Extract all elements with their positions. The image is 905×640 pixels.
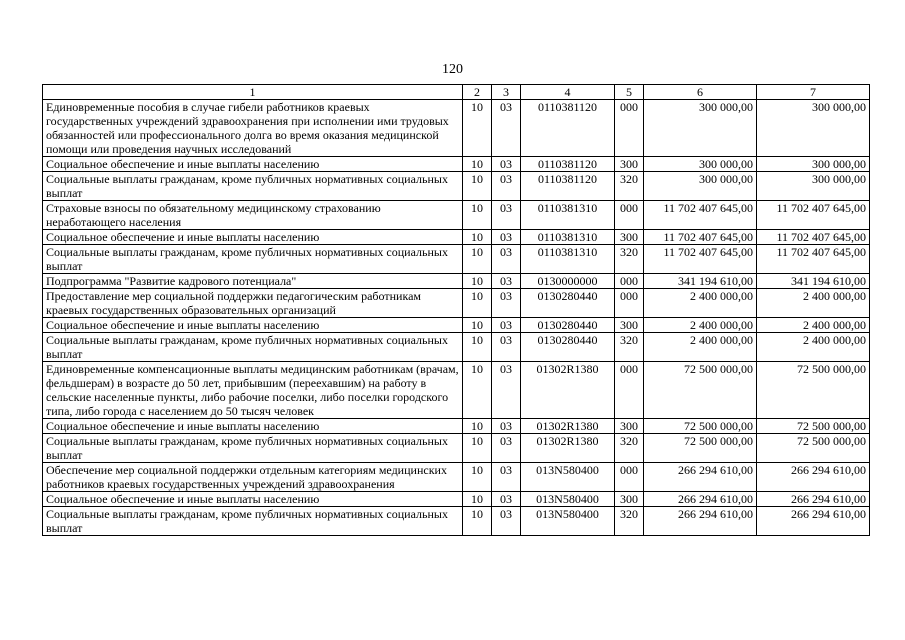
amount-col7: 266 294 610,00 bbox=[757, 507, 870, 536]
row-name: Социальное обеспечение и иные выплаты населению bbox=[43, 419, 463, 434]
amount-col6: 341 194 610,00 bbox=[644, 274, 757, 289]
row-name: Социальное обеспечение и иные выплаты населению bbox=[43, 157, 463, 172]
row-name: Страховые взносы по обязательному медицинскому страхованию неработающего населения bbox=[43, 201, 463, 230]
expense-type-code: 300 bbox=[615, 318, 644, 333]
expense-type-code: 300 bbox=[615, 492, 644, 507]
amount-col7: 266 294 610,00 bbox=[757, 463, 870, 492]
table-row bbox=[43, 318, 870, 333]
section-code: 10 bbox=[463, 463, 492, 492]
amount-col7: 72 500 000,00 bbox=[757, 419, 870, 434]
table-row bbox=[43, 492, 870, 507]
page-number: 120 bbox=[442, 62, 463, 77]
table-row bbox=[43, 201, 870, 230]
section-code: 10 bbox=[463, 318, 492, 333]
section-code: 10 bbox=[463, 172, 492, 201]
amount-col6: 266 294 610,00 bbox=[644, 507, 757, 536]
subsection-code: 03 bbox=[492, 157, 521, 172]
expense-type-code: 000 bbox=[615, 100, 644, 157]
section-code: 10 bbox=[463, 245, 492, 274]
subsection-code: 03 bbox=[492, 100, 521, 157]
target-article-code: 0110381120 bbox=[521, 172, 615, 201]
target-article-code: 0130000000 bbox=[521, 274, 615, 289]
amount-col6: 2 400 000,00 bbox=[644, 333, 757, 362]
subsection-code: 03 bbox=[492, 201, 521, 230]
amount-col7: 2 400 000,00 bbox=[757, 318, 870, 333]
amount-col6: 11 702 407 645,00 bbox=[644, 245, 757, 274]
target-article-code: 0130280440 bbox=[521, 289, 615, 318]
column-header: 3 bbox=[492, 85, 521, 100]
target-article-code: 0110381120 bbox=[521, 157, 615, 172]
expense-type-code: 320 bbox=[615, 434, 644, 463]
row-name: Подпрограмма "Развитие кадрового потенциала" bbox=[43, 274, 463, 289]
section-code: 10 bbox=[463, 157, 492, 172]
subsection-code: 03 bbox=[492, 333, 521, 362]
section-code: 10 bbox=[463, 362, 492, 419]
expense-type-code: 000 bbox=[615, 274, 644, 289]
table-row bbox=[43, 434, 870, 463]
amount-col6: 2 400 000,00 bbox=[644, 289, 757, 318]
expense-type-code: 320 bbox=[615, 507, 644, 536]
table-row bbox=[43, 245, 870, 274]
subsection-code: 03 bbox=[492, 362, 521, 419]
row-name: Обеспечение мер социальной поддержки отдельным категориям медицинских работников краевых государственных учреждений здравоохранения bbox=[43, 463, 463, 492]
amount-col7: 2 400 000,00 bbox=[757, 333, 870, 362]
amount-col7: 300 000,00 bbox=[757, 172, 870, 201]
row-name: Единовременные пособия в случае гибели работников краевых государственных учреждений здравоохранения при исполнении ими трудовых обязанностей или профессионального долга во время оказания медицинской помощи или проведения научных исследований bbox=[43, 100, 463, 157]
expense-type-code: 000 bbox=[615, 201, 644, 230]
table-row bbox=[43, 100, 870, 157]
subsection-code: 03 bbox=[492, 492, 521, 507]
table-header-row bbox=[43, 85, 870, 100]
row-name: Социальные выплаты гражданам, кроме публичных нормативных социальных выплат bbox=[43, 434, 463, 463]
row-name: Социальные выплаты гражданам, кроме публичных нормативных социальных выплат bbox=[43, 507, 463, 536]
row-name: Единовременные компенсационные выплаты медицинским работникам (врачам, фельдшерам) в возрасте до 50 лет, прибывшим (переехавшим) на работу в сельские населенные пункты, либо рабочие поселки, либо поселки городского типа, либо города с населением до 50 тысяч человек bbox=[43, 362, 463, 419]
target-article-code: 01302R1380 bbox=[521, 362, 615, 419]
amount-col7: 341 194 610,00 bbox=[757, 274, 870, 289]
amount-col7: 300 000,00 bbox=[757, 157, 870, 172]
target-article-code: 01302R1380 bbox=[521, 434, 615, 463]
amount-col7: 2 400 000,00 bbox=[757, 289, 870, 318]
target-article-code: 0110381120 bbox=[521, 100, 615, 157]
column-header: 5 bbox=[615, 85, 644, 100]
expense-type-code: 320 bbox=[615, 172, 644, 201]
table-row bbox=[43, 362, 870, 419]
expense-type-code: 320 bbox=[615, 333, 644, 362]
expense-type-code: 320 bbox=[615, 245, 644, 274]
row-name: Предоставление мер социальной поддержки педагогическим работникам краевых государственных образовательных организаций bbox=[43, 289, 463, 318]
table-row bbox=[43, 230, 870, 245]
amount-col7: 300 000,00 bbox=[757, 100, 870, 157]
amount-col6: 11 702 407 645,00 bbox=[644, 201, 757, 230]
amount-col6: 11 702 407 645,00 bbox=[644, 230, 757, 245]
target-article-code: 0130280440 bbox=[521, 318, 615, 333]
amount-col7: 11 702 407 645,00 bbox=[757, 230, 870, 245]
table-row bbox=[43, 172, 870, 201]
amount-col6: 72 500 000,00 bbox=[644, 362, 757, 419]
amount-col6: 266 294 610,00 bbox=[644, 492, 757, 507]
row-name: Социальное обеспечение и иные выплаты населению bbox=[43, 230, 463, 245]
target-article-code: 013N580400 bbox=[521, 492, 615, 507]
expense-type-code: 300 bbox=[615, 419, 644, 434]
subsection-code: 03 bbox=[492, 419, 521, 434]
amount-col7: 266 294 610,00 bbox=[757, 492, 870, 507]
amount-col6: 300 000,00 bbox=[644, 100, 757, 157]
row-name: Социальные выплаты гражданам, кроме публичных нормативных социальных выплат bbox=[43, 245, 463, 274]
amount-col7: 72 500 000,00 bbox=[757, 434, 870, 463]
section-code: 10 bbox=[463, 201, 492, 230]
amount-col7: 72 500 000,00 bbox=[757, 362, 870, 419]
section-code: 10 bbox=[463, 333, 492, 362]
subsection-code: 03 bbox=[492, 434, 521, 463]
section-code: 10 bbox=[463, 274, 492, 289]
column-header: 7 bbox=[757, 85, 870, 100]
row-name: Социальное обеспечение и иные выплаты населению bbox=[43, 492, 463, 507]
expense-type-code: 300 bbox=[615, 157, 644, 172]
target-article-code: 0110381310 bbox=[521, 201, 615, 230]
subsection-code: 03 bbox=[492, 318, 521, 333]
section-code: 10 bbox=[463, 492, 492, 507]
amount-col6: 72 500 000,00 bbox=[644, 434, 757, 463]
amount-col6: 266 294 610,00 bbox=[644, 463, 757, 492]
subsection-code: 03 bbox=[492, 463, 521, 492]
subsection-code: 03 bbox=[492, 507, 521, 536]
subsection-code: 03 bbox=[492, 172, 521, 201]
column-header: 2 bbox=[463, 85, 492, 100]
column-header: 6 bbox=[644, 85, 757, 100]
amount-col6: 300 000,00 bbox=[644, 172, 757, 201]
target-article-code: 013N580400 bbox=[521, 507, 615, 536]
amount-col6: 2 400 000,00 bbox=[644, 318, 757, 333]
table-row bbox=[43, 419, 870, 434]
table-row bbox=[43, 333, 870, 362]
amount-col7: 11 702 407 645,00 bbox=[757, 201, 870, 230]
section-code: 10 bbox=[463, 289, 492, 318]
row-name: Социальные выплаты гражданам, кроме публичных нормативных социальных выплат bbox=[43, 172, 463, 201]
target-article-code: 0110381310 bbox=[521, 230, 615, 245]
column-header: 1 bbox=[43, 85, 463, 100]
target-article-code: 0110381310 bbox=[521, 245, 615, 274]
table-row bbox=[43, 507, 870, 536]
subsection-code: 03 bbox=[492, 274, 521, 289]
expense-type-code: 000 bbox=[615, 362, 644, 419]
table-row bbox=[43, 289, 870, 318]
expense-type-code: 000 bbox=[615, 463, 644, 492]
section-code: 10 bbox=[463, 100, 492, 157]
budget-table bbox=[42, 84, 870, 536]
section-code: 10 bbox=[463, 419, 492, 434]
amount-col6: 300 000,00 bbox=[644, 157, 757, 172]
subsection-code: 03 bbox=[492, 230, 521, 245]
amount-col6: 72 500 000,00 bbox=[644, 419, 757, 434]
section-code: 10 bbox=[463, 434, 492, 463]
table-row bbox=[43, 463, 870, 492]
section-code: 10 bbox=[463, 230, 492, 245]
subsection-code: 03 bbox=[492, 245, 521, 274]
table-row bbox=[43, 157, 870, 172]
section-code: 10 bbox=[463, 507, 492, 536]
expense-type-code: 000 bbox=[615, 289, 644, 318]
column-header: 4 bbox=[521, 85, 615, 100]
amount-col7: 11 702 407 645,00 bbox=[757, 245, 870, 274]
expense-type-code: 300 bbox=[615, 230, 644, 245]
target-article-code: 013N580400 bbox=[521, 463, 615, 492]
table-row bbox=[43, 274, 870, 289]
row-name: Социальные выплаты гражданам, кроме публичных нормативных социальных выплат bbox=[43, 333, 463, 362]
target-article-code: 01302R1380 bbox=[521, 419, 615, 434]
target-article-code: 0130280440 bbox=[521, 333, 615, 362]
subsection-code: 03 bbox=[492, 289, 521, 318]
row-name: Социальное обеспечение и иные выплаты населению bbox=[43, 318, 463, 333]
